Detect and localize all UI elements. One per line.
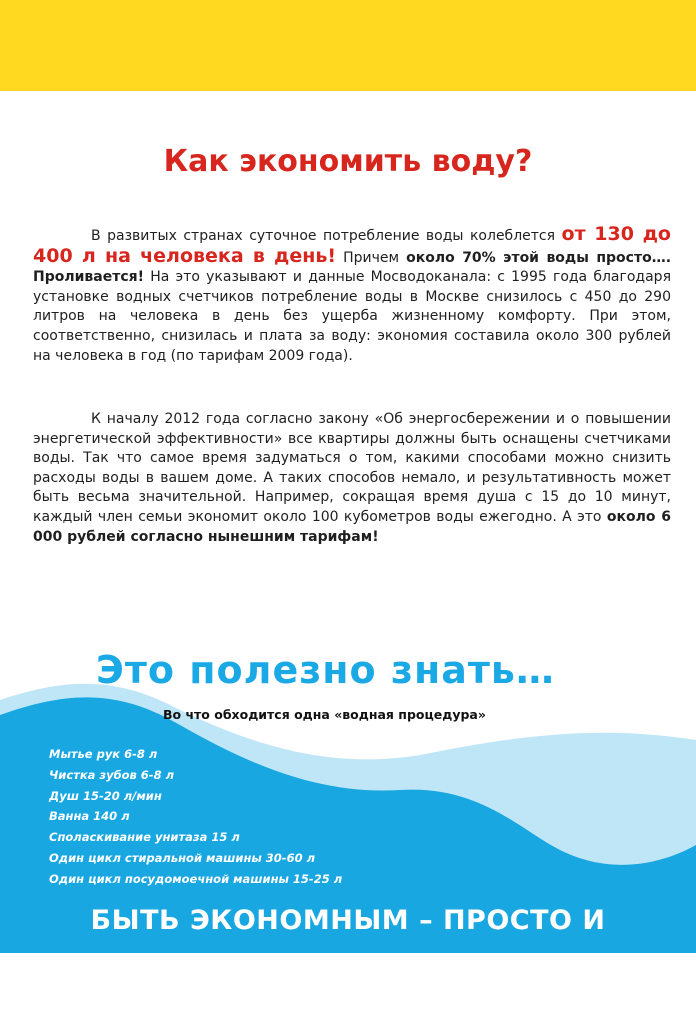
intro-text-1: В развитых странах суточное потребление воды колеблется [91,228,562,244]
law-text: К началу 2012 года согласно закону «Об энергосбережении и о повышении энергетической эффективности» все квартиры должны быть оснащены счетчиками воды. Так что самое время задуматься о том, какими способами можно снизить расходы воды в вашем доме. А таких способов немало, и результативность может быть весьма значительной. Например, сокращая время душа с 15 до 10 минут, каждый член семьи экономит около 100 кубометров воды ежегодно. А это [33,411,671,525]
list-item: Чистка зубов 6-8 л [49,767,174,782]
water-usage-list [49,744,342,890]
top-yellow-band [0,0,696,91]
list-item: Мытье рук 6-8 л [49,747,158,761]
list-item: Душ 15-20 л/мин [49,788,162,803]
intro-text-3: На это указывают и данные Мосводоканала: с 1995 года благодаря установке водных счетчиков потребление воды в Москве снизилось с 450 до 290 литров на человека в день без ущерба жизненному комфорту. При этом, соответственно, снизилась и плата за воду: экономия составила около 300 рублей на человека в год (по тарифам 2009 года). [33,269,671,364]
intro-text-2: Причем [336,249,407,266]
slogan: БЫТЬ ЭКОНОМНЫМ – ПРОСТО И ВЫГОДНО! [90,905,606,1001]
savings-statement: около 6 000 рублей согласно нынешним тарифам! [33,508,671,545]
waste-statement: около 70% этой воды просто…. Проливается! [33,249,672,286]
list-item: Один цикл посудомоечной машины 15-25 л [49,871,343,886]
consumption-highlight: от 130 до 400 л на человека в день! [33,223,671,267]
list-item: Ванна 140 л [49,809,130,824]
useful-heading: Это полезно знать… [96,648,555,692]
useful-subtitle: Во что обходится одна «водная процедура» [163,707,486,722]
intro-paragraph [33,225,671,366]
page-title: Как экономить воду? [163,144,533,179]
law-paragraph [33,410,671,547]
list-item: Один цикл стиральной машины 30-60 л [49,850,316,865]
list-item: Споласкивание унитаза 15 л [49,830,240,845]
